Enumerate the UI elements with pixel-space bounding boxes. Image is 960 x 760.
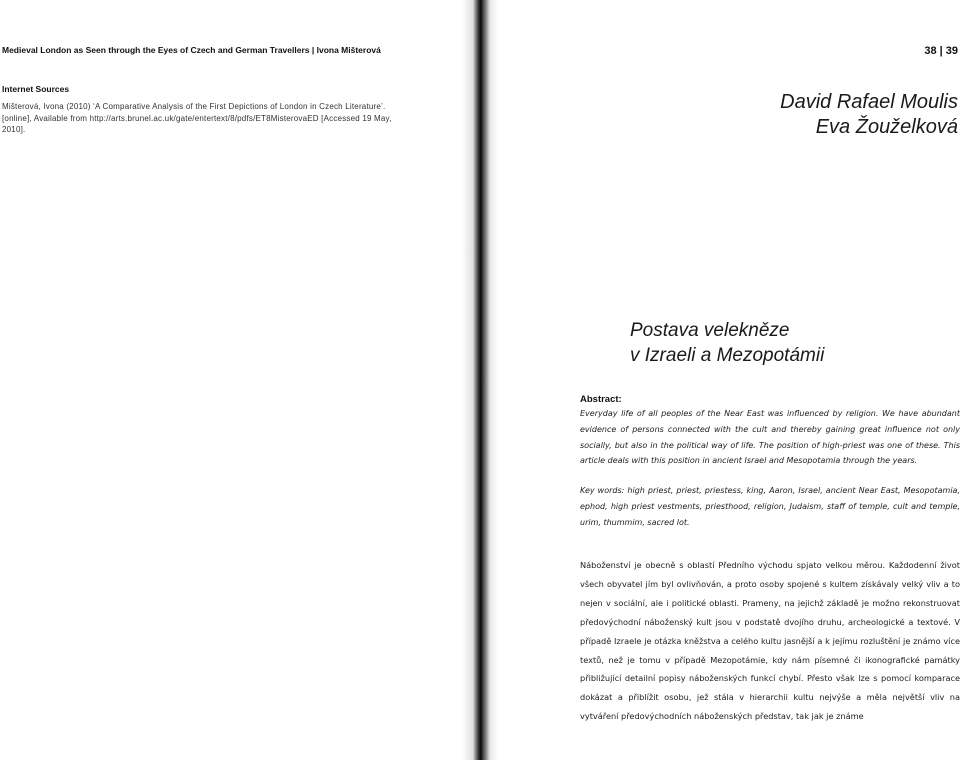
abstract-heading: Abstract: (580, 394, 622, 405)
reference-entry: Mišterová, Ivona (2010) ‘A Comparative Analysis of the First Depictions of London in Czech Literature’. [online], Available from http://arts.brunel.ac.uk/gate/entertext/8/pdfs/ET8MisterovaED [Accessed 19 May, 2010]. (2, 102, 392, 134)
body-paragraph: Náboženství je obecně s oblastí Předního východu spjato velkou měrou. Každodenní život všech obyvatel jím byl ovlivňován, a proto osoby spojené s kultem získávaly velký vliv a to nejen v sociální, ale i politické oblasti. Prameny, na jejichž základě je možno rekonstruovat předovýchodní náboženský kult jsou v podstatě dvojího druhu, archeologické a textové. V případě Izraele je otázka kněžstva a celého kultu jasnější a k jejímu rozluštění je známo více textů, než je tomu v případě Mezopotámie, kdy nám písemné či ikonografické památky přibližující detailní popisy náboženských funkcí chybí. Přesto však lze s pomocí komparace dokázat a přiblížit osobu, jež stála v hierarchii kultu nejvýše a měla největší vliv na vytváření předovýchodních náboženských představ, tak jak je známe (580, 560, 960, 722)
author-name: David Rafael Moulis (780, 91, 958, 113)
left-page (0, 0, 470, 760)
running-head: Medieval London as Seen through the Eyes of Czech and German Travellers | Ivona Mišterová (2, 45, 381, 55)
article-title (630, 318, 824, 368)
keywords: Key words: high priest, priest, priestess, king, Aaron, Israel, ancient Near East, Mesopotamia, ephod, high priest vestments, priesthood, religion, Judaism, staff of temple, cult and temple, urim, thummim, sacred lot. (580, 486, 960, 527)
article-authors (780, 90, 958, 140)
section-heading: Internet Sources (2, 84, 70, 94)
page-numbers: 38 | 39 (924, 45, 958, 57)
title-line: Postava velekněze (630, 320, 790, 341)
abstract-text: Everyday life of all peoples of the Near East was influenced by religion. We have abundant evidence of persons connected with the cult and thereby gaining great influence not only socially, but also in the political way of life. The position of high-priest was one of these. This article deals with this position in ancient Israel and Mesopotamia through the years. (580, 409, 960, 466)
title-line: v Izraeli a Mezopotámii (630, 345, 825, 366)
author-name: Eva Žouželková (815, 116, 958, 138)
right-page (490, 0, 960, 760)
